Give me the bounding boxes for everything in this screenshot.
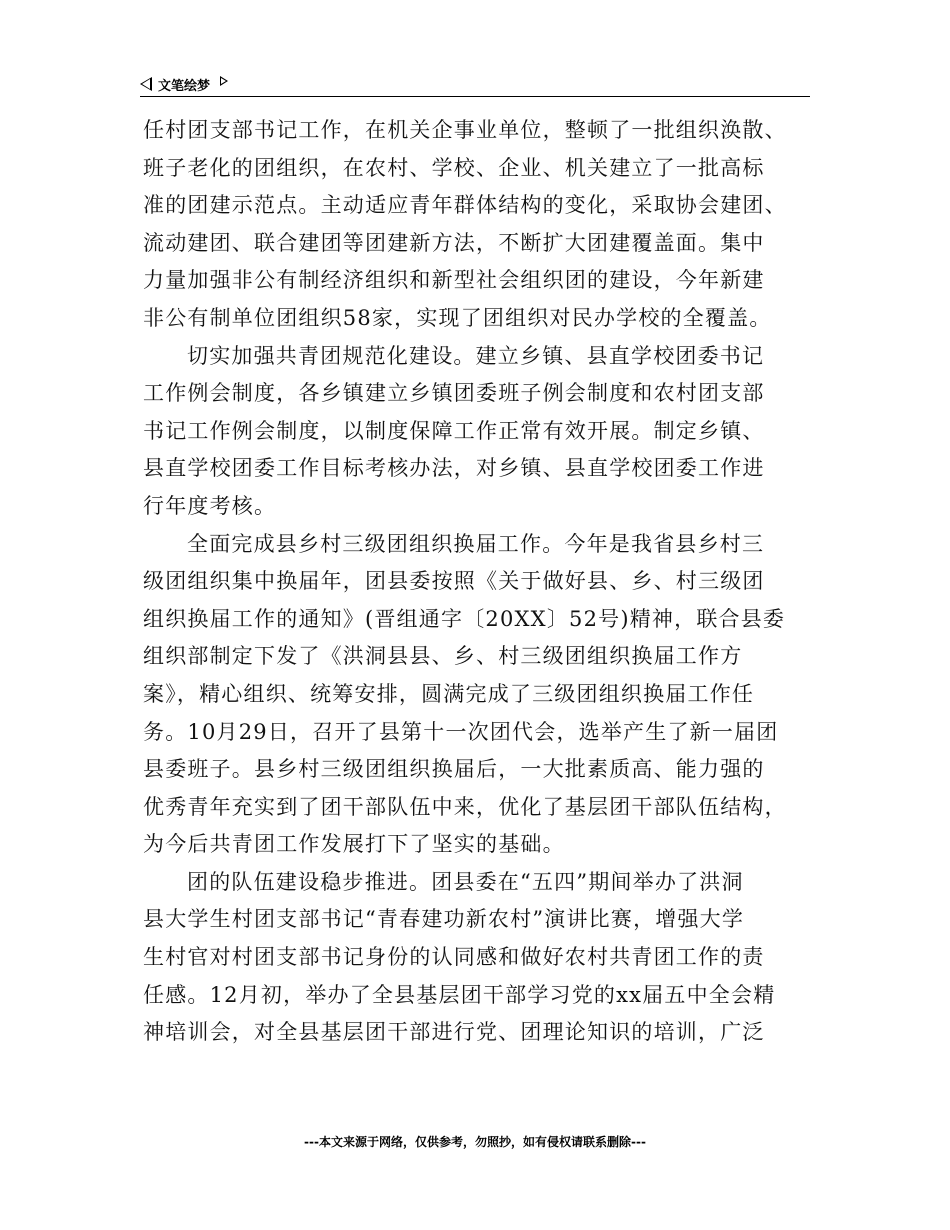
paragraph-start-line: 团的队伍建设稳步推进。团县委在“五四”期间举办了洪洞: [187, 869, 744, 894]
text-line: 生村官对村团支部书记身份的认同感和做好农村共青团工作的责: [143, 945, 765, 970]
text-line: 非公有制单位团组织58家，实现了团组织对民办学校的全覆盖。: [143, 305, 772, 330]
text-line: 组织换届工作的通知》(晋组通字〔20XX〕52号)精神，联合县委: [143, 606, 786, 631]
text-line: 县大学生村团支部书记“青春建功新农村”演讲比赛，增强大学: [143, 907, 745, 932]
paragraph-start-line: 全面完成县乡村三级团组织换届工作。今年是我省县乡村三: [187, 531, 765, 556]
text-line: 县直学校团委工作目标考核办法，对乡镇、县直学校团委工作进: [143, 456, 765, 481]
triangle-left-icon: [140, 77, 152, 91]
text-line: 级团组织集中换届年，团县委按照《关于做好县、乡、村三级团: [143, 569, 765, 594]
text-line: 案》，精心组织、统筹安排，圆满完成了三级团组织换届工作任: [143, 681, 755, 706]
text-line: 为今后共青团工作发展打下了坚实的基础。: [143, 832, 565, 857]
text-line: 优秀青年充实到了团干部队伍中来，优化了基层团干部队伍结构，: [143, 794, 787, 819]
text-line: 县委班子。县乡村三级团组织换届后，一大批素质高、能力强的: [143, 757, 765, 782]
text-line: 书记工作例会制度，以制度保障工作正常有效开展。制定乡镇、: [143, 418, 765, 443]
text-line: 行年度考核。: [143, 493, 277, 518]
text-line: 组织部制定下发了《洪洞县县、乡、村三级团组织换届工作方: [143, 644, 743, 669]
text-line: 力量加强非公有制经济组织和新型社会组织团的建设，今年新建: [143, 268, 765, 293]
text-line: 工作例会制度，各乡镇建立乡镇团委班子例会制度和农村团支部: [143, 381, 765, 406]
text-line: 任村团支部书记工作，在机关企事业单位，整顿了一批组织涣散、: [143, 118, 787, 142]
triangle-right-icon: [220, 76, 228, 86]
text-line: 流动建团、联合建团等团建新方法，不断扩大团建覆盖面。集中: [143, 230, 765, 255]
text-line: 准的团建示范点。主动适应青年群体结构的变化，采取协会建团、: [143, 193, 787, 218]
text-line: 任感。12月初，举办了全县基层团干部学习党的xx届五中全会精: [143, 982, 776, 1007]
paragraph-start-line: 切实加强共青团规范化建设。建立乡镇、县直学校团委书记: [187, 343, 765, 368]
document-body: [143, 112, 813, 1052]
page-header: [140, 72, 810, 97]
text-line: 神培训会，对全县基层团干部进行党、团理论知识的培训，广泛: [143, 1020, 765, 1045]
page-footer: ---本文来源于网络，仅供参考，勿照抄，如有侵权请联系删除---: [304, 1135, 646, 1149]
text-line: 班子老化的团组织，在农村、学校、企业、机关建立了一批高标: [143, 155, 765, 180]
text-line: 务。10月29日，召开了县第十一次团代会，选举产生了新一届团: [143, 719, 779, 744]
header-title: 文笔绘梦: [158, 78, 211, 94]
